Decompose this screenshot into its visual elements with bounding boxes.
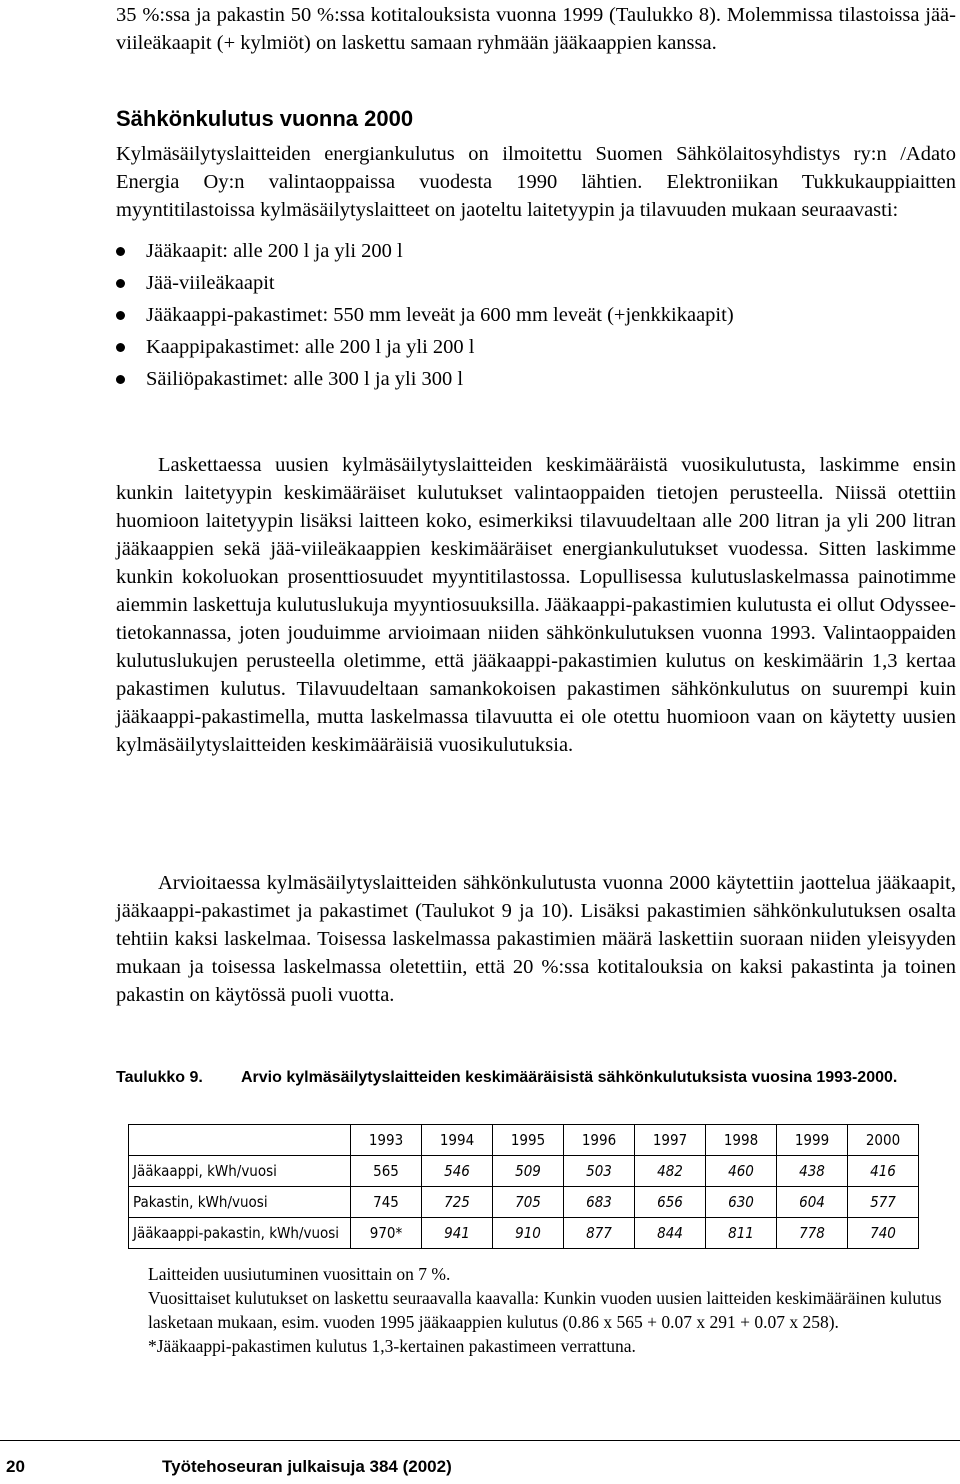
publication-title: Työtehoseuran julkaisuja 384 (2002): [162, 1457, 452, 1476]
list-item: Kaappipakastimet: alle 200 l ja yli 200 l: [116, 331, 734, 363]
bullet-icon: [116, 311, 125, 320]
bullet-icon: [116, 279, 125, 288]
table-cell: 460: [706, 1156, 777, 1187]
year-header: 1996: [564, 1125, 635, 1156]
table-cell: 745: [351, 1187, 422, 1218]
intro-paragraph: Kylmäsäilytyslaitteiden energiankulutus on ilmoitettu Suomen Sähkölaitosyhdistys ry:n /Adato Energia Oy:n valintaoppaissa vuodesta 1990 lähtien. Elektroniikan Tukkukauppiaitten myyntitilastoissa kylmäsäilytyslaitteet on jaoteltu laitetyypin ja tilavuuden mukaan seuraavasti:: [116, 143, 956, 221]
table-cell: 565: [351, 1156, 422, 1187]
bullet-icon: [116, 375, 125, 384]
year-header: 1998: [706, 1125, 777, 1156]
consumption-table: [128, 1124, 919, 1249]
section-heading: Sähkönkulutus vuonna 2000: [116, 106, 414, 131]
bullet-icon: [116, 343, 125, 352]
year-header: 1997: [635, 1125, 706, 1156]
list-item: Säiliöpakastimet: alle 300 l ja yli 300 l: [116, 363, 734, 395]
table-cell: 683: [564, 1187, 635, 1218]
table-cell: 503: [564, 1156, 635, 1187]
continuation-paragraph: 35 %:ssa ja pakastin 50 %:ssa kotitalouksista vuonna 1999 (Taulukko 8). Molemmissa tilastoissa jää-viileäkaapit (+ kylmiöt) on laskettu samaan ryhmään jääkaappien kanssa.: [116, 4, 956, 54]
table-cell: 509: [493, 1156, 564, 1187]
table-cell: 910: [493, 1218, 564, 1249]
table-cell: 577: [848, 1187, 919, 1218]
table-cell: 740: [848, 1218, 919, 1249]
page-number: 20: [6, 1457, 25, 1476]
table-caption-text: Arvio kylmäsäilytyslaitteiden keskimääräisistä sähkönkulutuksista vuosina 1993-2000.: [241, 1069, 898, 1086]
table-note: *Jääkaappi-pakastimen kulutus 1,3-kertainen pakastimeen verrattuna.: [148, 1336, 636, 1356]
year-header: 1994: [422, 1125, 493, 1156]
list-item: Jääkaappi-pakastimet: 550 mm leveät ja 600 mm leveät (+jenkkikaapit): [116, 299, 734, 331]
table-cell: 656: [635, 1187, 706, 1218]
table-cell: 811: [706, 1218, 777, 1249]
category-list: [116, 235, 734, 395]
table-cell: 778: [777, 1218, 848, 1249]
row-label: Jääkaappi-pakastin, kWh/vuosi: [129, 1218, 351, 1249]
list-item: Jääkaapit: alle 200 l ja yli 200 l: [116, 235, 734, 267]
table-note: Vuosittaiset kulutukset on laskettu seuraavalla kaavalla: Kunkin vuoden uusien laitteiden keskimääräinen kulutus lasketaan mukaan, esim. vuoden 1995 jääkaappien kulutus (0.86 x 565 + 0.07 x 291 + 0.07 x 258).: [148, 1288, 942, 1332]
table-row: [129, 1156, 919, 1187]
row-label: Jääkaappi, kWh/vuosi: [129, 1156, 351, 1187]
table-row: [129, 1187, 919, 1218]
page-footer: [0, 1440, 960, 1476]
table-cell: 844: [635, 1218, 706, 1249]
table-cell: 546: [422, 1156, 493, 1187]
table-cell: 416: [848, 1156, 919, 1187]
table-cell: 604: [777, 1187, 848, 1218]
table-cell: 970*: [351, 1218, 422, 1249]
table-caption: [116, 1066, 956, 1089]
list-item: Jää-viileäkaapit: [116, 267, 734, 299]
bullet-icon: [116, 247, 125, 256]
table-row: [129, 1218, 919, 1249]
year-header: 1999: [777, 1125, 848, 1156]
row-label: Pakastin, kWh/vuosi: [129, 1187, 351, 1218]
table-cell: 438: [777, 1156, 848, 1187]
method-paragraph: Laskettaessa uusien kylmäsäilytyslaitteiden keskimääräistä vuosikulutusta, laskimme ensin kunkin laitetyypin keskimääräiset kulutukset valintaoppaiden tietojen perusteella. Niissä otettiin huomioon laitetyypin lisäksi laitteen koko, esimerkiksi tilavuudeltaan alle 200 litran ja yli 200 litran jääkaappien sekä jää-viileäkaappien keskimääräiset energiankulutukset vuodessa. Sitten laskimme kunkin kokoluokan prosenttiosuudet myyntitilastossa. Lopullisessa kulutuslaskelmassa painotimme aiemmin laskettuja kulutuslukuja myyntiosuuksilla. Jääkaappi-pakastimien kulutusta ei ollut Odyssee-tietokannassa, joten jouduimme arvioimaan niiden sähkönkulutuksen vuonna 1993. Valintaoppaiden kulutuslukujen perusteella oletimme, että jääkaappi-pakastimien kulutus on keskimäärin 1,3 kertaa pakastimen kulutus. Tilavuudeltaan samankokoisen pakastimen sähkönkulutus on suurempi kuin jääkaappi-pakastimella, mutta laskelmassa tilavuutta ei ole otettu huomioon vaan on käytetty uusien kylmäsäilytyslaitteiden keskimääräisiä vuosikulutuksia.: [116, 454, 956, 756]
table-notes: [148, 1262, 958, 1358]
table-cell: 705: [493, 1187, 564, 1218]
year-header: 2000: [848, 1125, 919, 1156]
table-cell: 941: [422, 1218, 493, 1249]
table-header-row: [129, 1125, 919, 1156]
table-caption-label: Taulukko 9.: [116, 1069, 203, 1086]
table-corner-cell: [129, 1125, 351, 1156]
table-cell: 482: [635, 1156, 706, 1187]
table-note: Laitteiden uusiutuminen vuosittain on 7 %.: [148, 1264, 451, 1284]
year-header: 1995: [493, 1125, 564, 1156]
table-cell: 630: [706, 1187, 777, 1218]
estimate-paragraph: Arvioitaessa kylmäsäilytyslaitteiden sähkönkulutusta vuonna 2000 käytettiin jaottelua jääkaapit, jääkaappi-pakastimet ja pakastimet (Taulukot 9 ja 10). Lisäksi pakastimien sähkönkulutuksen osalta tehtiin kaksi laskelmaa. Toisessa laskelmassa pakastimien määrä laskettiin suoraan niiden yleisyyden mukaan ja toisessa laskelmassa oletettiin, että 20 %:ssa kotitalouksia on kaksi pakastinta ja toinen pakastin on käytössä puoli vuotta.: [116, 872, 956, 1006]
table-cell: 725: [422, 1187, 493, 1218]
year-header: 1993: [351, 1125, 422, 1156]
table-cell: 877: [564, 1218, 635, 1249]
